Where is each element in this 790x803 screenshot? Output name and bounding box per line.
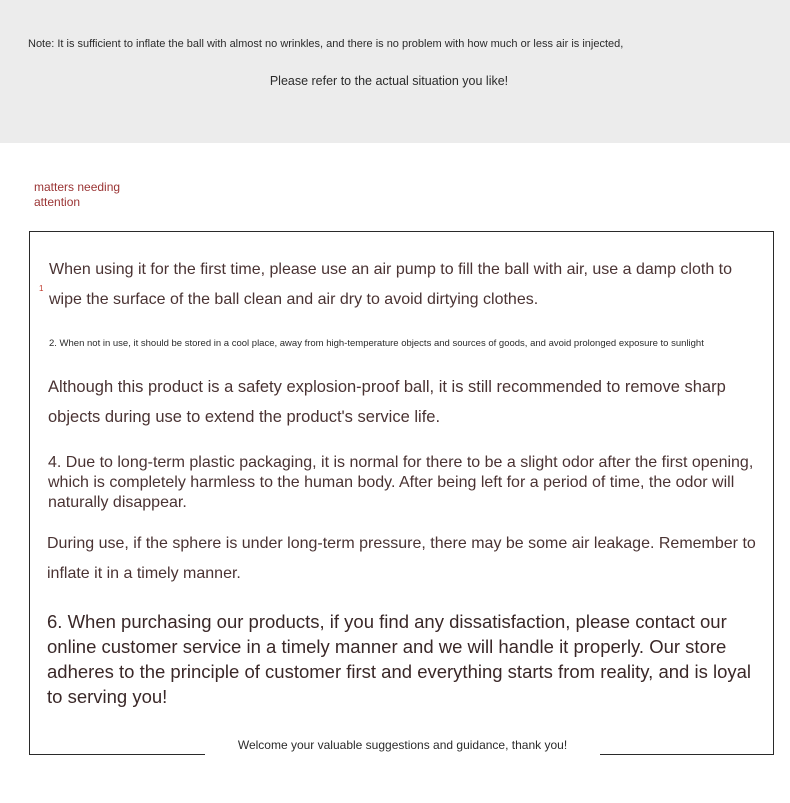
attention-item-3: Although this product is a safety explosion-proof ball, it is still recommended to remove sharp objects during use to extend the product's service life. bbox=[48, 378, 726, 426]
attention-item-4: 4. Due to long-term plastic packaging, it is normal for there to be a slight odor after the first opening, which is completely harmless to the human body. After being left for a period of time, the odor will naturally disappear. bbox=[48, 454, 754, 511]
footer-welcome: Welcome your valuable suggestions and guidance, thank you! bbox=[205, 734, 600, 756]
note-banner bbox=[0, 0, 790, 143]
attention-item-1: When using it for the first time, please use an air pump to fill the ball with air, use a damp cloth to wipe the surface of the ball clean and air dry to avoid dirtying clothes. bbox=[49, 261, 733, 308]
item-marker: 1 bbox=[39, 284, 44, 293]
attention-item-2: 2. When not in use, it should be stored in a cool place, away from high-temperature objects and sources of goods, and avoid prolonged exposure to sunlight bbox=[49, 338, 704, 349]
attention-item-5: During use, if the sphere is under long-term pressure, there may be some air leakage. Remember to inflate it in a timely manner. bbox=[47, 535, 756, 582]
inflation-note: Note: It is sufficient to inflate the ball with almost no wrinkles, and there is no problem with how much or less air is injected, bbox=[28, 38, 624, 50]
refer-note: Please refer to the actual situation you like! bbox=[269, 74, 509, 88]
attention-item-6: 6. When purchasing our products, if you find any dissatisfaction, please contact our online customer service in a timely manner and we will handle it properly. Our store adheres to the principle of customer first and everything starts from reality, and is loyal to serving you! bbox=[47, 611, 752, 707]
section-title: matters needing attention bbox=[34, 180, 121, 209]
